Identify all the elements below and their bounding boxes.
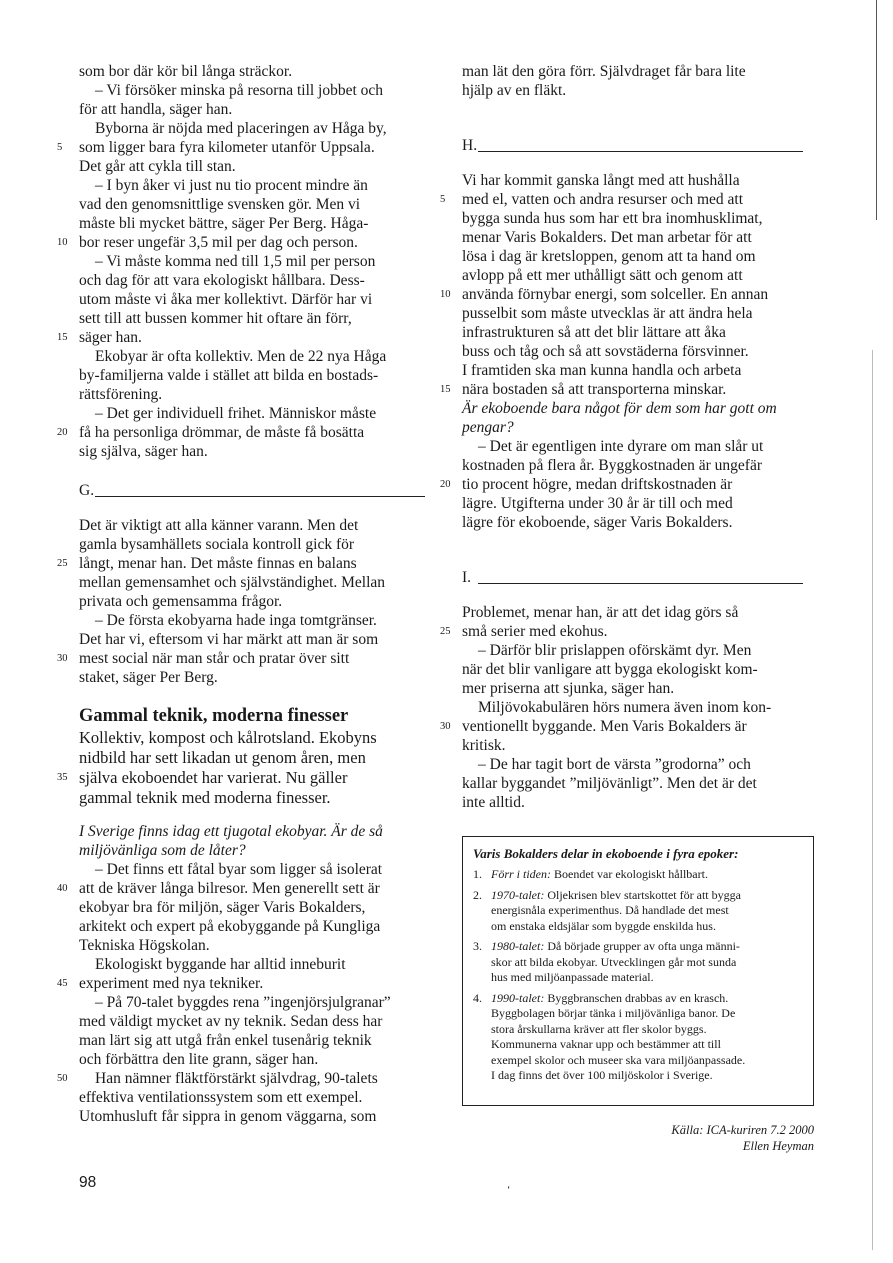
epoch-text: 1980-talet: Då började grupper av ofta unga männi- [491, 939, 740, 953]
line-text: man lärt sig att utgå från enkel tusenårig teknik [79, 1032, 372, 1049]
text-line [462, 679, 822, 698]
epoch-number: 2. [473, 887, 482, 902]
fact-box-list [473, 867, 803, 1084]
text-line [440, 190, 822, 209]
page-number: 98 [79, 1174, 97, 1191]
text-line [462, 266, 822, 285]
text-line [79, 290, 439, 309]
text-line [462, 755, 822, 774]
line-text: lägre för ekoboende, säger Varis Bokalders. [462, 514, 733, 531]
scan-mark: ʻ [507, 1185, 511, 1196]
line-text: få ha personliga drömmar, de måste få bosätta [79, 424, 365, 441]
text-line [79, 611, 439, 630]
text-line [79, 917, 439, 936]
text-line [79, 195, 439, 214]
text-line [79, 385, 439, 404]
text-line [462, 793, 822, 812]
epoch-item [473, 888, 803, 935]
right-text-block-c [440, 603, 822, 812]
right-text-block-a [462, 62, 822, 100]
text-line [79, 993, 439, 1012]
text-line [462, 774, 822, 793]
blank-rule-g [95, 496, 425, 497]
text-line [79, 841, 439, 860]
left-text-block-c [57, 822, 439, 1126]
line-number: 25 [57, 558, 68, 569]
text-line [79, 366, 439, 385]
line-text: Ekologiskt byggande har alltid inneburit [95, 956, 346, 973]
line-text: när det blir vanligare att bygga ekologiskt kom- [462, 661, 758, 678]
line-text: effektiva ventilationssystem som ett exempel. [79, 1089, 363, 1106]
text-line [462, 698, 822, 717]
line-text: man lät den göra förr. Självdraget får bara lite [462, 63, 746, 80]
text-line [462, 736, 822, 755]
line-text: måste bli mycket bättre, säger Per Berg. Håga- [79, 215, 369, 232]
line-text: miljövänliga som de låter? [79, 842, 246, 859]
line-text: avlopp på ett mer uthålligt sätt och genom att [462, 267, 743, 284]
line-text: utom måste vi åka mer kollektivt. Därför har vi [79, 291, 373, 308]
line-text: – Vi försöker minska på resorna till jobbet och [95, 82, 384, 99]
line-text: kritisk. [462, 737, 506, 754]
text-line [462, 418, 822, 437]
line-text: Utomhusluft får sippra in genom väggarna, som [79, 1108, 377, 1125]
line-number: 10 [440, 289, 451, 300]
line-text: hjälp av en fläkt. [462, 82, 567, 99]
line-number: 5 [440, 194, 446, 205]
fill-in-blank-i[interactable] [462, 567, 822, 589]
line-text: Det har vi, eftersom vi har märkt att man är som [79, 631, 379, 648]
text-line [440, 622, 822, 641]
line-number: 40 [57, 883, 68, 894]
epoch-era: 1970-talet: [491, 887, 548, 902]
text-line [79, 936, 439, 955]
line-text: – I byn åker vi just nu tio procent mindre än [95, 177, 368, 194]
line-text: för att handla, säger han. [79, 101, 233, 118]
line-text: – De har tagit bort de värsta ”grodorna” och [478, 756, 751, 773]
epoch-text: energisnåla experimenthus. Då handlade det mest [491, 903, 729, 917]
text-line [79, 516, 439, 535]
lead-line [79, 788, 439, 808]
text-line [79, 822, 439, 841]
text-line [462, 323, 822, 342]
text-line [462, 361, 822, 380]
text-line [462, 603, 822, 622]
source-line: Källa: ICA-kuriren 7.2 2000 [671, 1123, 814, 1137]
text-line [79, 1050, 439, 1069]
epoch-number: 3. [473, 939, 482, 953]
text-line [79, 309, 439, 328]
text-line [462, 456, 822, 475]
line-text: pengar? [462, 419, 514, 436]
text-line [57, 1069, 439, 1088]
blank-label-g: G. [79, 482, 95, 499]
line-text: – Det är egentligen inte dyrare om man slår ut [478, 438, 764, 455]
text-line [79, 81, 439, 100]
epoch-item [473, 939, 803, 986]
line-text: använda förnybar energi, som solceller. En annan [462, 286, 769, 303]
text-line [79, 214, 439, 233]
line-number: 35 [57, 772, 68, 783]
line-text: Det går att cykla till stan. [79, 158, 236, 175]
text-line [79, 176, 439, 195]
line-text: pusselbit som måste utvecklas är att ändra hela [462, 305, 753, 322]
line-text: nära bostaden så att transporterna minskar. [462, 381, 727, 398]
line-number: 25 [440, 626, 451, 637]
text-line [79, 271, 439, 290]
line-text: kostnaden på flera år. Byggkostnaden är ungefär [462, 457, 762, 474]
line-text: tio procent högre, medan driftskostnaden är [462, 476, 733, 493]
epoch-era: 1990-talet: [491, 990, 548, 1005]
text-line [57, 138, 439, 157]
line-text: kallar byggandet ”miljövänligt”. Men det är det [462, 775, 757, 792]
line-text: gamla bysamhällets sociala kontroll gick för [79, 536, 355, 553]
text-line [462, 660, 822, 679]
line-text: långt, menar han. Det måste finnas en balans [79, 555, 357, 572]
line-text: privata och gemensamma frågor. [79, 593, 283, 610]
line-number: 45 [57, 978, 68, 989]
line-number: 10 [57, 237, 68, 248]
line-text: säger han. [79, 329, 142, 346]
line-text: Kollektiv, kompost och kålrotsland. Ekobyns [79, 728, 377, 747]
text-line [440, 380, 822, 399]
line-text: sig själva, säger han. [79, 443, 208, 460]
line-text: – Därför blir prislappen oförskämt dyr. Men [478, 642, 752, 659]
text-line [79, 1107, 439, 1126]
text-line [57, 554, 439, 573]
text-line [57, 423, 439, 442]
line-text: Problemet, menar han, är att det idag görs så [462, 604, 739, 621]
text-line [462, 209, 822, 228]
text-line [462, 399, 822, 418]
line-text: och förbättra den lite grann, säger han. [79, 1051, 319, 1068]
lead-line [57, 768, 439, 788]
text-line [79, 1031, 439, 1050]
line-text: infrastrukturen så att det blir lättare att åka [462, 324, 726, 341]
text-line [57, 974, 439, 993]
line-text: rättsförening. [79, 386, 163, 403]
epoch-era: 1980-talet: [491, 939, 548, 953]
blank-rule-h [478, 151, 803, 152]
epoch-text: stora årskullarna kräver att fler skolor byggs. [491, 1021, 707, 1036]
line-text: Det är viktigt att alla känner varann. Men det [79, 517, 359, 534]
text-line [79, 1088, 439, 1107]
epoch-text: Byggbolagen börjar tänka i miljövänliga banor. De [491, 1006, 736, 1020]
line-number: 20 [440, 479, 451, 490]
line-text: Han nämner fläktförstärkt självdrag, 90-talets [95, 1070, 378, 1087]
lead-line [79, 728, 439, 748]
text-line [79, 62, 439, 81]
line-text: buss och tåg och så att sovstäderna försvinner. [462, 343, 749, 360]
text-line [462, 62, 822, 81]
line-text: – På 70-talet byggdes rena ”ingenjörsjulgranar” [95, 994, 391, 1011]
text-line [57, 879, 439, 898]
epoch-item [473, 991, 803, 1084]
text-line [79, 668, 439, 687]
epoch-text: om enstaka eldsjälar som byggde enskilda hus. [491, 918, 716, 933]
blank-rule-i [478, 583, 803, 584]
right-text-block-b [440, 171, 822, 532]
epoch-item [473, 867, 803, 883]
line-text: arkitekt och expert på ekobyggande på Kungliga [79, 918, 381, 935]
text-line [79, 860, 439, 879]
text-line [79, 119, 439, 138]
line-text: menar Varis Bokalders. Det man arbetar för att [462, 229, 752, 246]
fact-box-title: Varis Bokalders delar in ekoboende i fyra epoker: [473, 846, 739, 861]
text-line [79, 898, 439, 917]
left-text-block-a [57, 62, 439, 461]
text-line [79, 100, 439, 119]
section-heading: Gammal teknik, moderna finesser [79, 706, 349, 726]
line-number: 50 [57, 1073, 68, 1084]
text-line [79, 955, 439, 974]
blank-label-i: I. [462, 569, 472, 586]
epoch-text: Kommunerna vaknar upp och bestämmer att till [491, 1037, 721, 1051]
text-line [440, 717, 822, 736]
source-credit [671, 1122, 814, 1154]
fact-box [462, 836, 814, 1106]
line-text: experiment med nya tekniker. [79, 975, 264, 992]
line-number: 30 [57, 653, 68, 664]
line-text: – Det finns ett fåtal byar som ligger så isolerat [95, 861, 383, 878]
epoch-era: Förr i tiden: [491, 867, 554, 881]
line-text: gammal teknik med moderna finesser. [79, 788, 331, 807]
fill-in-blank-h[interactable] [462, 135, 822, 157]
left-column [57, 62, 439, 1126]
text-line [79, 592, 439, 611]
right-column [440, 62, 822, 812]
text-line [462, 228, 822, 247]
epoch-text: skor att bilda ekobyar. Utvecklingen går mot sunda [491, 954, 737, 969]
line-number: 30 [440, 721, 451, 732]
line-text: inte alltid. [462, 794, 525, 811]
line-text: bygga sunda hus som har ett bra inomhusklimat, [462, 210, 763, 227]
epoch-text: I dag finns det över 100 miljöskolor i Sverige. [491, 1068, 713, 1082]
left-text-block-b [57, 516, 439, 687]
text-line [462, 641, 822, 660]
line-text: I Sverige finns idag ett tjugotal ekobyar. Är de så [79, 823, 383, 840]
epoch-text: exempel skolor och museer ska vara miljöanpassade. [491, 1052, 746, 1067]
fill-in-blank-g[interactable] [79, 480, 439, 502]
line-text: – De första ekobyarna hade inga tomtgränser. [95, 612, 377, 629]
line-text: by-familjerna valde i stället att bilda en bostads- [79, 367, 379, 384]
text-line [462, 513, 822, 532]
page-edge-line [876, 0, 877, 220]
line-text: som ligger bara fyra kilometer utanför Uppsala. [79, 139, 375, 156]
text-line [57, 233, 439, 252]
line-text: Miljövokabulären hörs numera även inom kon- [478, 699, 772, 716]
line-text: små serier med ekohus. [462, 623, 608, 640]
text-line [462, 81, 822, 100]
line-text: mest social när man står och pratar över sitt [79, 650, 350, 667]
line-text: lägre. Utgifterna under 30 år är till och med [462, 495, 733, 512]
line-text: staket, säger Per Berg. [79, 669, 218, 686]
line-number: 15 [57, 332, 68, 343]
line-text: ekobyar bra för miljön, säger Varis Bokalders, [79, 899, 366, 916]
line-text: med el, vatten och andra resurser och med att [462, 191, 744, 208]
text-line [462, 304, 822, 323]
epoch-text: hus med miljöanpassade material. [491, 970, 654, 984]
line-text: lösa i dag är kretsloppen, genom att ta hand om [462, 248, 756, 265]
text-line [79, 347, 439, 366]
line-text: mellan gemensamhet och självständighet. Mellan [79, 574, 386, 591]
text-line [440, 285, 822, 304]
text-line [462, 494, 822, 513]
epoch-number: 1. [473, 867, 482, 881]
text-line [79, 573, 439, 592]
line-text: nidbild har sett likadan ut genom åren, men [79, 748, 366, 767]
text-line [79, 630, 439, 649]
text-line [57, 328, 439, 347]
line-text: Ekobyar är ofta kollektiv. Men de 22 nya Håga [95, 348, 387, 365]
section-lead [57, 728, 439, 808]
line-text: bor reser ungefär 3,5 mil per dag och person. [79, 234, 358, 251]
line-text: ventionellt byggande. Men Varis Bokalders är [462, 718, 747, 735]
text-line [79, 535, 439, 554]
text-line [462, 437, 822, 456]
line-text: att de kräver långa bilresor. Men generellt sett är [79, 880, 380, 897]
blank-label-h: H. [462, 137, 478, 154]
line-text: själva ekoboendet har varierat. Nu gäller [79, 768, 348, 787]
line-text: I framtiden ska man kunna handla och arbeta [462, 362, 742, 379]
line-text: Vi har kommit ganska långt med att hushålla [462, 172, 740, 189]
line-text: mer priserna att sjunka, säger han. [462, 680, 675, 697]
line-number: 20 [57, 427, 68, 438]
text-line [79, 157, 439, 176]
line-text: vad den genomsnittlige svensken gör. Men vi [79, 196, 361, 213]
text-line [79, 404, 439, 423]
page-edge-line-faint [872, 350, 873, 1250]
text-line [57, 649, 439, 668]
text-line [462, 342, 822, 361]
line-text: – Det ger individuell frihet. Människor måste [95, 405, 377, 422]
line-text: Byborna är nöjda med placeringen av Håga by, [95, 120, 387, 137]
line-text: – Vi måste komma ned till 1,5 mil per person [95, 253, 376, 270]
line-text: sett till att bussen kommer hit oftare än förr, [79, 310, 352, 327]
text-line [79, 1012, 439, 1031]
epoch-number: 4. [473, 990, 482, 1005]
line-number: 15 [440, 384, 451, 395]
epoch-text: 1990-talet: Byggbranschen drabbas av en krasch. [491, 990, 729, 1005]
epoch-text: 1970-talet: Oljekrisen blev startskottet för att bygga [491, 887, 741, 902]
text-line [462, 171, 822, 190]
text-line [462, 247, 822, 266]
line-text: med väldigt mycket av ny teknik. Sedan dess har [79, 1013, 383, 1030]
lead-line [79, 748, 439, 768]
line-text: Är ekoboende bara något för dem som har gott om [462, 400, 777, 417]
text-line [79, 442, 439, 461]
line-text: och dag för att vara ekologiskt hållbara. Dess- [79, 272, 365, 289]
line-number: 5 [57, 142, 63, 153]
text-line [79, 252, 439, 271]
line-text: som bor där kör bil långa sträckor. [79, 63, 293, 80]
text-line [440, 475, 822, 494]
author-line: Ellen Heyman [742, 1139, 814, 1153]
epoch-text: Förr i tiden: Boendet var ekologiskt hållbart. [491, 867, 708, 881]
line-text: Tekniska Högskolan. [79, 937, 210, 954]
